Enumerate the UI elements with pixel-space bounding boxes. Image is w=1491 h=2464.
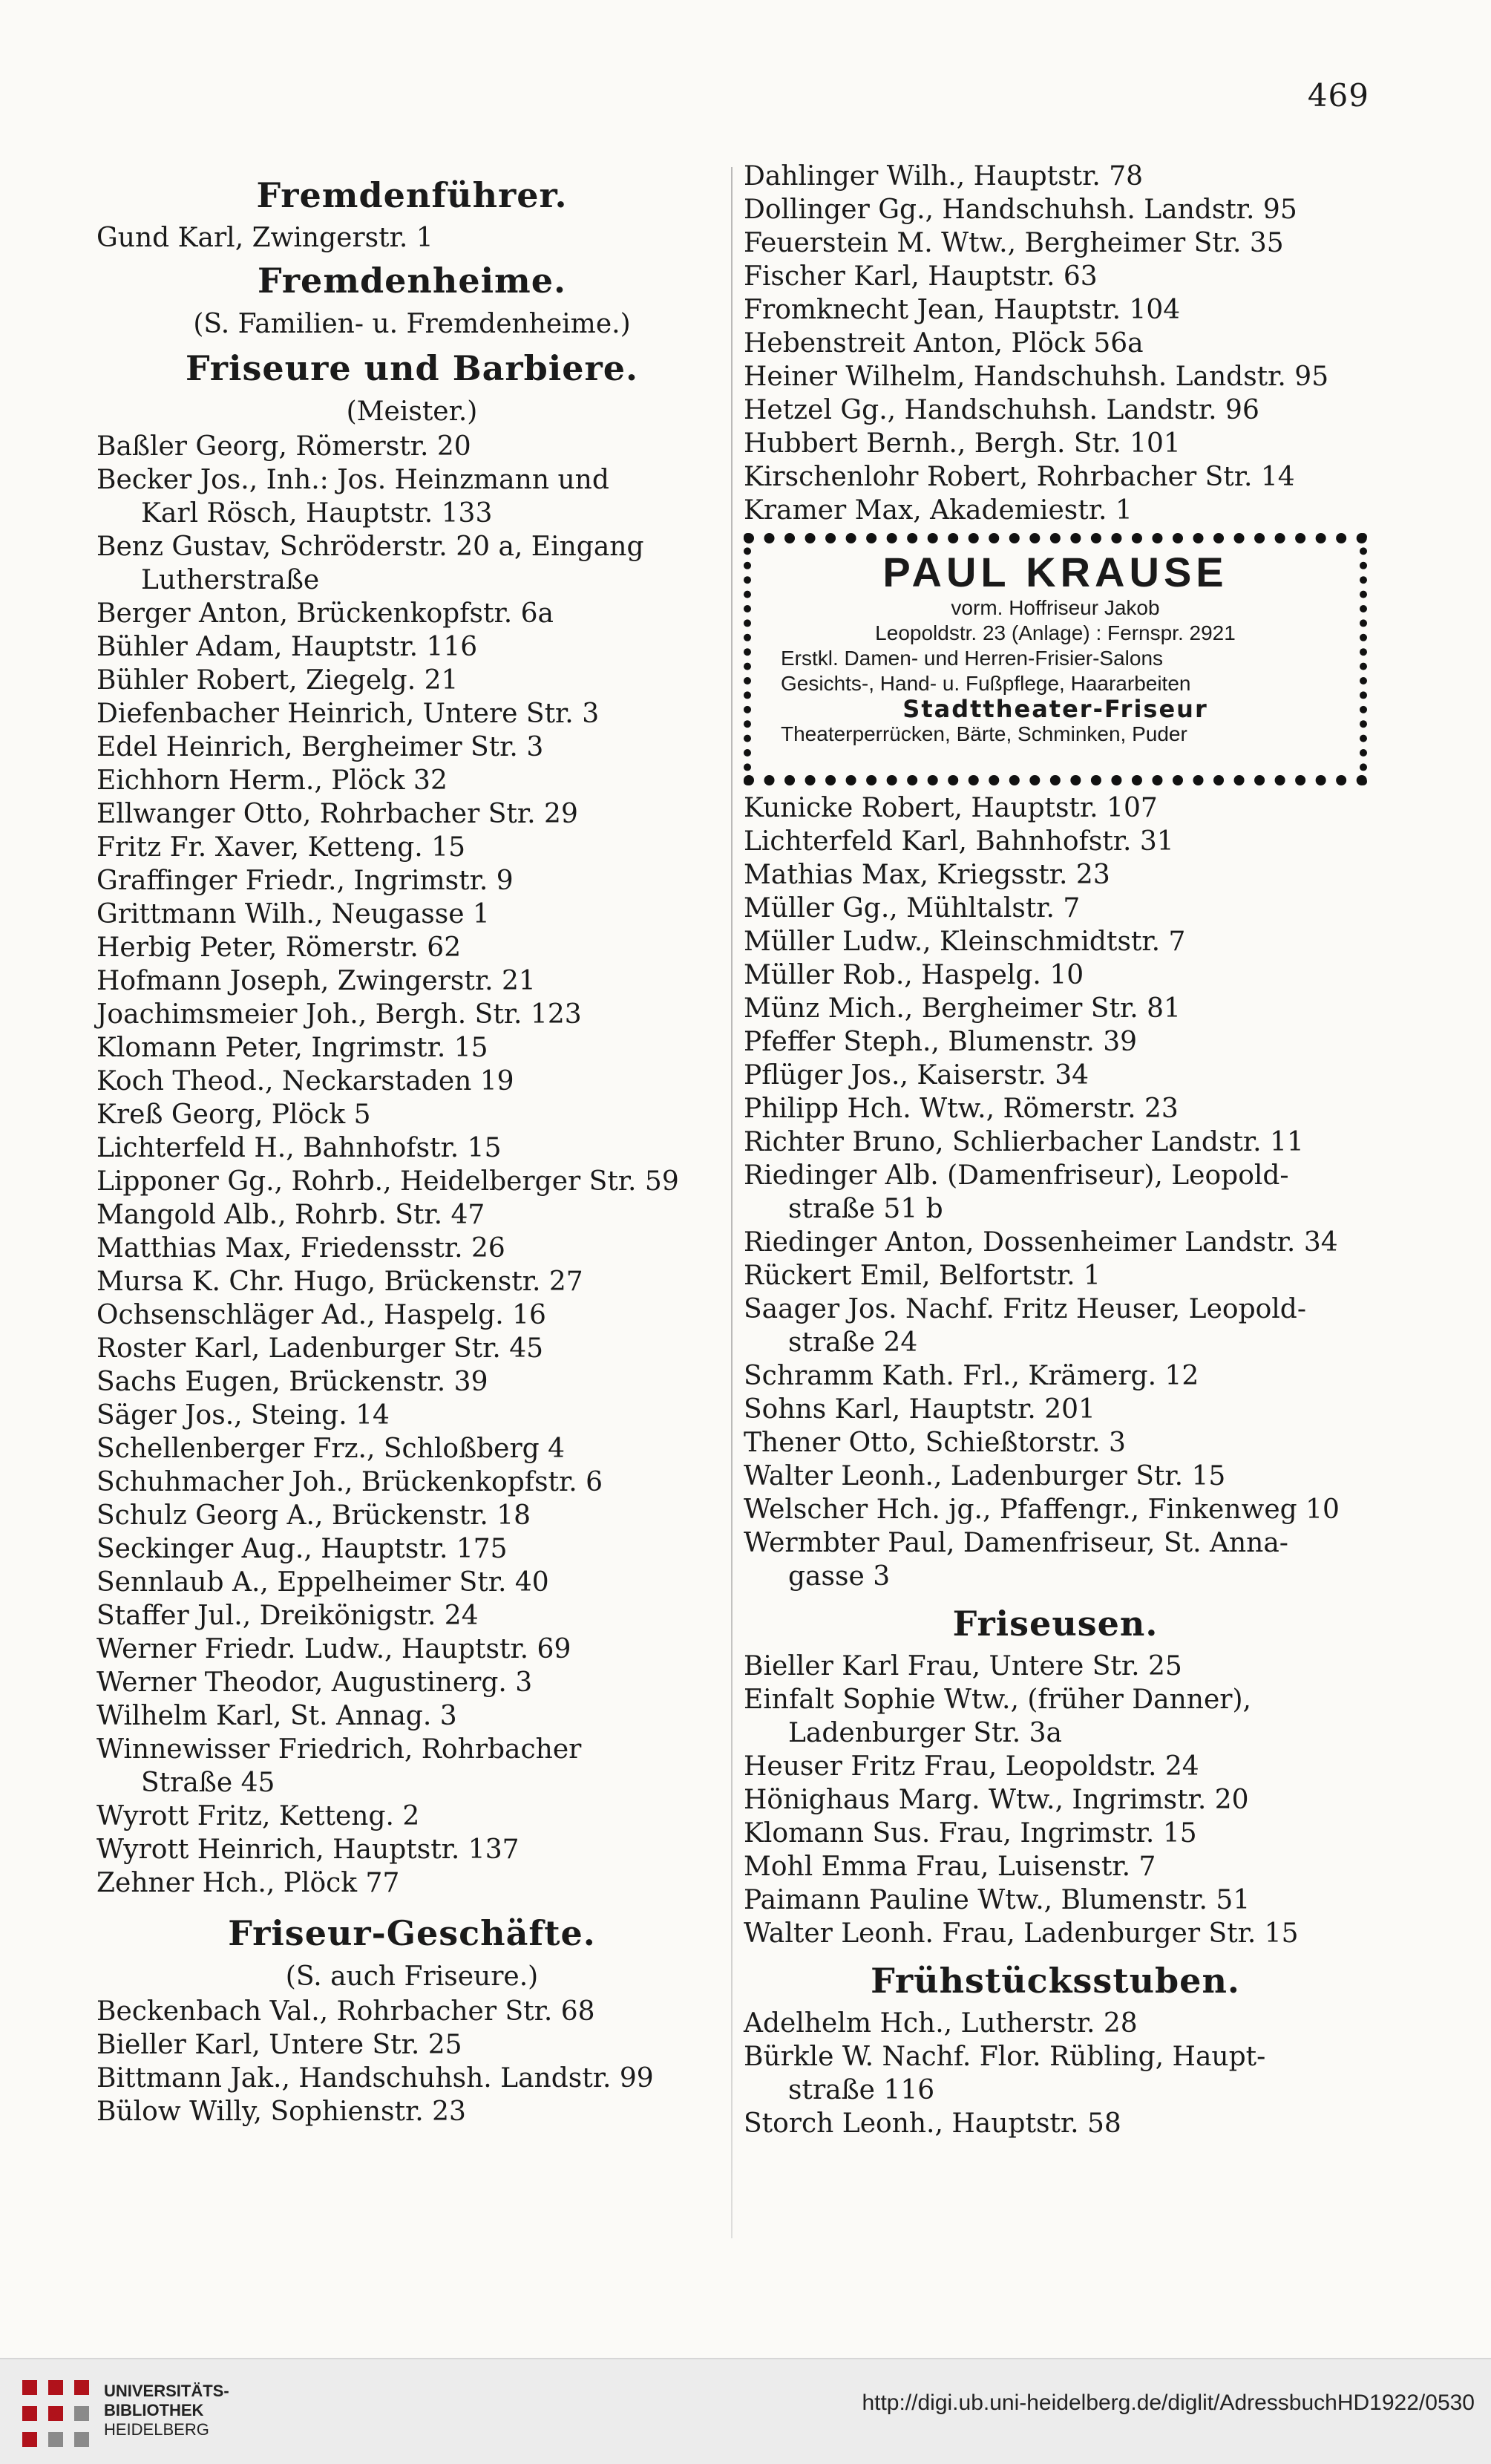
directory-entry xyxy=(96,221,727,255)
entry-text: Fritz Fr. Xaver, Ketteng. 15 xyxy=(96,832,465,863)
directory-entry xyxy=(744,1883,1367,1917)
entry-text: Müller Ludw., Kleinschmidtstr. 7 xyxy=(744,927,1186,957)
ad-line: vorm. Hoffriseur Jakob xyxy=(951,596,1160,619)
entry-continuation: gasse 3 xyxy=(788,1561,891,1592)
entry-text: Bülow Willy, Sophienstr. 23 xyxy=(96,2097,466,2127)
directory-entry xyxy=(96,1499,727,1532)
entry-list xyxy=(96,221,727,255)
directory-entry xyxy=(96,1165,727,1198)
directory-entry xyxy=(744,1526,1367,1593)
directory-entry xyxy=(744,2007,1367,2040)
entry-text: Riedinger Anton, Dossenheimer Landstr. 34 xyxy=(744,1227,1338,1258)
directory-entry xyxy=(96,2028,727,2062)
directory-entry xyxy=(744,1159,1367,1226)
directory-entry xyxy=(744,1817,1367,1850)
entry-text: Lipponer Gg., Rohrb., Heidelberger Str. 59 xyxy=(96,1166,679,1197)
entry-text: Mangold Alb., Rohrb. Str. 47 xyxy=(96,1200,485,1230)
directory-entry xyxy=(96,964,727,998)
directory-entry xyxy=(744,1393,1367,1426)
directory-entry xyxy=(96,1399,727,1432)
directory-entry xyxy=(96,697,727,731)
directory-entry xyxy=(744,1092,1367,1125)
directory-entry xyxy=(744,1426,1367,1460)
entry-text: Kunicke Robert, Hauptstr. 107 xyxy=(744,793,1158,823)
entry-text: Grittmann Wilh., Neugasse 1 xyxy=(96,899,490,929)
directory-entry xyxy=(96,463,727,530)
entry-text: Storch Leonh., Hauptstr. 58 xyxy=(744,2108,1121,2139)
directory-entry xyxy=(744,1750,1367,1783)
directory-entry xyxy=(96,1532,727,1566)
directory-entry xyxy=(96,530,727,597)
directory-entry xyxy=(96,630,727,664)
entry-text: Dahlinger Wilh., Hauptstr. 78 xyxy=(744,161,1144,192)
directory-entry xyxy=(96,1733,727,1800)
directory-entry xyxy=(96,1465,727,1499)
library-logo-icon xyxy=(15,2373,96,2454)
directory-entry xyxy=(744,1850,1367,1883)
directory-entry xyxy=(744,360,1367,393)
directory-entry xyxy=(96,1131,727,1165)
directory-entry xyxy=(744,925,1367,958)
entry-text: Münz Mich., Bergheimer Str. 81 xyxy=(744,993,1181,1024)
entry-text: Paimann Pauline Wtw., Blumenstr. 51 xyxy=(744,1885,1251,1915)
entry-text: Fromknecht Jean, Hauptstr. 104 xyxy=(744,295,1181,325)
entry-text: Werner Friedr. Ludw., Hauptstr. 69 xyxy=(96,1634,571,1664)
entry-text: Pflüger Jos., Kaiserstr. 34 xyxy=(744,1060,1089,1091)
entry-text: Mursa K. Chr. Hugo, Brückenstr. 27 xyxy=(96,1267,583,1297)
directory-entry xyxy=(96,2095,727,2128)
entry-text: Schramm Kath. Frl., Krämerg. 12 xyxy=(744,1361,1199,1391)
section-heading-friseusen: Friseusen. xyxy=(952,1604,1159,1644)
section-heading-fruehstuecksstuben: Frühstücksstuben. xyxy=(871,1961,1240,2001)
directory-entry xyxy=(744,992,1367,1025)
directory-entry xyxy=(96,1365,727,1399)
entry-continuation: Straße 45 xyxy=(141,1768,275,1798)
entry-text: Kirschenlohr Robert, Rohrbacher Str. 14 xyxy=(744,462,1295,492)
ad-line: Gesichts-, Hand- u. Fußpflege, Haararbeiten xyxy=(781,672,1191,695)
directory-entry xyxy=(744,393,1367,427)
directory-entry xyxy=(96,1432,727,1465)
entry-list xyxy=(744,2007,1367,2140)
entry-text: Bühler Robert, Ziegelg. 21 xyxy=(96,665,459,696)
directory-entry xyxy=(96,998,727,1031)
directory-entry xyxy=(96,764,727,797)
directory-entry xyxy=(96,430,727,463)
entry-text: Pfeffer Steph., Blumenstr. 39 xyxy=(744,1027,1138,1057)
directory-entry xyxy=(744,1917,1367,1950)
directory-entry xyxy=(96,597,727,630)
entry-text: Kreß Georg, Plöck 5 xyxy=(96,1099,371,1130)
entry-text: Kramer Max, Akademiestr. 1 xyxy=(744,495,1133,526)
section-heading-fremdenfuehrer: Fremdenführer. xyxy=(256,175,568,215)
entry-text: Mohl Emma Frau, Luisenstr. 7 xyxy=(744,1852,1156,1882)
entry-continuation: Karl Rösch, Hauptstr. 133 xyxy=(141,498,493,529)
entry-text: Riedinger Alb. (Damenfriseur), Leopold- xyxy=(744,1160,1289,1191)
directory-entry xyxy=(744,1650,1367,1683)
directory-entry xyxy=(96,1666,727,1699)
entry-text: Adelhelm Hch., Lutherstr. 28 xyxy=(744,2008,1138,2039)
directory-entry xyxy=(96,1298,727,1332)
section-heading-friseure: Friseure und Barbiere. xyxy=(185,348,639,388)
directory-entry xyxy=(96,1332,727,1365)
entry-text: Feuerstein M. Wtw., Bergheimer Str. 35 xyxy=(744,228,1284,258)
directory-entry xyxy=(96,1265,727,1298)
ad-line: Leopoldstr. 23 (Anlage) : Fernspr. 2921 xyxy=(875,621,1236,644)
entry-text: Heuser Fritz Frau, Leopoldstr. 24 xyxy=(744,1751,1199,1782)
entry-text: Richter Bruno, Schlierbacher Landstr. 11 xyxy=(744,1127,1304,1157)
entry-text: Joachimsmeier Joh., Bergh. Str. 123 xyxy=(96,999,582,1030)
entry-text: Bittmann Jak., Handschuhsh. Landstr. 99 xyxy=(96,2063,654,2094)
entry-text: Säger Jos., Steing. 14 xyxy=(96,1400,390,1431)
directory-entry xyxy=(744,427,1367,460)
ad-line: Stadttheater-Friseur xyxy=(902,695,1208,723)
entry-text: Müller Rob., Haspelg. 10 xyxy=(744,960,1084,990)
section-note: (S. Familien- u. Fremdenheime.) xyxy=(193,309,631,339)
entry-continuation: straße 116 xyxy=(788,2075,935,2105)
library-name-line: HEIDELBERG xyxy=(104,2420,209,2439)
entry-text: Heiner Wilhelm, Handschuhsh. Landstr. 95 xyxy=(744,362,1329,392)
entry-text: Sennlaub A., Eppelheimer Str. 40 xyxy=(96,1567,549,1598)
entry-continuation: straße 24 xyxy=(788,1327,918,1358)
entry-text: Saager Jos. Nachf. Fritz Heuser, Leopold- xyxy=(744,1294,1307,1324)
entry-text: Klomann Sus. Frau, Ingrimstr. 15 xyxy=(744,1818,1197,1849)
entry-text: Schellenberger Frz., Schloßberg 4 xyxy=(96,1434,566,1464)
directory-entry xyxy=(96,1566,727,1599)
entry-text: Thener Otto, Schießtorstr. 3 xyxy=(744,1428,1126,1458)
entry-text: Rückert Emil, Belfortstr. 1 xyxy=(744,1261,1101,1291)
directory-entry xyxy=(96,864,727,898)
advertisement-box xyxy=(744,533,1367,785)
entry-text: Hofmann Joseph, Zwingerstr. 21 xyxy=(96,966,536,996)
entry-text: Matthias Max, Friedensstr. 26 xyxy=(96,1233,505,1264)
directory-entry xyxy=(96,1866,727,1900)
source-url-link[interactable]: http://digi.ub.uni-heidelberg.de/diglit/AdressbuchHD1922/0530 xyxy=(862,2391,1475,2415)
section-note: (Meister.) xyxy=(346,396,478,427)
entry-text: Schulz Georg A., Brückenstr. 18 xyxy=(96,1500,531,1531)
directory-entry xyxy=(744,1460,1367,1493)
directory-entry xyxy=(96,797,727,831)
entry-text: Hönighaus Marg. Wtw., Ingrimstr. 20 xyxy=(744,1785,1249,1815)
entry-text: Koch Theod., Neckarstaden 19 xyxy=(96,1066,514,1097)
entry-continuation: Lutherstraße xyxy=(141,565,320,595)
directory-entry xyxy=(96,1833,727,1866)
entry-text: Beckenbach Val., Rohrbacher Str. 68 xyxy=(96,1996,595,2027)
directory-entry xyxy=(744,193,1367,226)
directory-entry xyxy=(96,831,727,864)
directory-entry xyxy=(96,1599,727,1633)
entry-list xyxy=(744,791,1367,1593)
entry-text: Klomann Peter, Ingrimstr. 15 xyxy=(96,1033,488,1063)
footer-bar xyxy=(0,2358,1491,2464)
entry-text: Hubbert Bernh., Bergh. Str. 101 xyxy=(744,428,1181,459)
directory-entry xyxy=(96,931,727,964)
entry-text: Philipp Hch. Wtw., Römerstr. 23 xyxy=(744,1094,1179,1124)
entry-text: Fischer Karl, Hauptstr. 63 xyxy=(744,261,1098,292)
entry-text: Becker Jos., Inh.: Jos. Heinzmann und xyxy=(96,465,609,495)
directory-entry xyxy=(744,1493,1367,1526)
entry-text: Benz Gustav, Schröderstr. 20 a, Eingang xyxy=(96,532,644,562)
entry-continuation: Ladenburger Str. 3a xyxy=(788,1718,1062,1748)
entry-text: Berger Anton, Brückenkopfstr. 6a xyxy=(96,598,554,629)
entry-text: Einfalt Sophie Wtw., (früher Danner), xyxy=(744,1684,1251,1715)
entry-text: Mathias Max, Kriegsstr. 23 xyxy=(744,860,1110,890)
directory-entry xyxy=(96,1800,727,1833)
directory-entry xyxy=(744,494,1367,527)
library-name-line: BIBLIOTHEK xyxy=(104,2401,204,2419)
entry-text: Hetzel Gg., Handschuhsh. Landstr. 96 xyxy=(744,395,1259,425)
directory-entry xyxy=(744,1125,1367,1159)
entry-text: Ellwanger Otto, Rohrbacher Str. 29 xyxy=(96,799,578,829)
entry-list xyxy=(744,1650,1367,1950)
directory-entry xyxy=(744,1293,1367,1359)
section-heading-fremdenheime: Fremdenheime. xyxy=(257,261,567,301)
directory-entry xyxy=(744,1025,1367,1059)
directory-entry xyxy=(744,293,1367,327)
entry-text: Bieller Karl Frau, Untere Str. 25 xyxy=(744,1651,1182,1682)
entry-text: Bürkle W. Nachf. Flor. Rübling, Haupt- xyxy=(744,2042,1266,2072)
entry-text: Sachs Eugen, Brückenstr. 39 xyxy=(96,1367,488,1397)
directory-entry xyxy=(744,1783,1367,1817)
entry-text: Edel Heinrich, Bergheimer Str. 3 xyxy=(96,732,544,762)
entry-text: Seckinger Aug., Hauptstr. 175 xyxy=(96,1534,508,1564)
entry-text: Bieller Karl, Untere Str. 25 xyxy=(96,2030,462,2060)
ad-line: Theaterperrücken, Bärte, Schminken, Puder xyxy=(781,722,1187,745)
entry-text: Herbig Peter, Römerstr. 62 xyxy=(96,932,462,963)
entry-text: Graffinger Friedr., Ingrimstr. 9 xyxy=(96,866,514,896)
ad-title: PAUL KRAUSE xyxy=(882,549,1228,595)
entry-text: Wyrott Heinrich, Hauptstr. 137 xyxy=(96,1834,520,1865)
column-divider xyxy=(731,167,733,2238)
entry-text: Staffer Jul., Dreikönigstr. 24 xyxy=(96,1601,479,1631)
directory-entry xyxy=(744,958,1367,992)
entry-text: Eichhorn Herm., Plöck 32 xyxy=(96,765,448,796)
section-heading-friseur-geschaefte: Friseur-Geschäfte. xyxy=(228,1913,596,1953)
directory-entry xyxy=(96,1995,727,2028)
directory-entry xyxy=(96,898,727,931)
entry-text: Welscher Hch. jg., Pfaffengr., Finkenweg 10 xyxy=(744,1494,1340,1525)
ad-line: Erstkl. Damen- und Herren-Frisier-Salons xyxy=(781,647,1164,670)
directory-entry xyxy=(744,858,1367,892)
entry-text: Werner Theodor, Augustinerg. 3 xyxy=(96,1667,533,1698)
directory-entry xyxy=(744,260,1367,293)
entry-text: Lichterfeld Karl, Bahnhofstr. 31 xyxy=(744,826,1174,857)
entry-text: Schuhmacher Joh., Brückenkopfstr. 6 xyxy=(96,1467,603,1497)
entry-text: Walter Leonh. Frau, Ladenburger Str. 15 xyxy=(744,1918,1299,1949)
directory-entry xyxy=(96,1098,727,1131)
entry-text: Bühler Adam, Hauptstr. 116 xyxy=(96,632,478,662)
entry-text: Baßler Georg, Römerstr. 20 xyxy=(96,431,471,462)
entry-text: Zehner Hch., Plöck 77 xyxy=(96,1868,400,1898)
entry-text: Gund Karl, Zwingerstr. 1 xyxy=(96,223,433,253)
entry-text: Dollinger Gg., Handschuhsh. Landstr. 95 xyxy=(744,195,1297,225)
entry-text: Diefenbacher Heinrich, Untere Str. 3 xyxy=(96,699,600,729)
directory-entry xyxy=(96,1633,727,1666)
entry-list xyxy=(96,430,727,1900)
entry-text: Wyrott Fritz, Ketteng. 2 xyxy=(96,1801,420,1831)
directory-entry xyxy=(744,1683,1367,1750)
entry-text: Hebenstreit Anton, Plöck 56a xyxy=(744,328,1144,359)
entry-text: Wilhelm Karl, St. Annag. 3 xyxy=(96,1701,457,1731)
directory-entry xyxy=(96,664,727,697)
entry-text: Lichterfeld H., Bahnhofstr. 15 xyxy=(96,1133,502,1163)
section-note: (S. auch Friseure.) xyxy=(285,1961,539,1992)
directory-entry xyxy=(744,327,1367,360)
directory-entry xyxy=(96,1198,727,1232)
directory-entry xyxy=(744,226,1367,260)
entry-text: Müller Gg., Mühltalstr. 7 xyxy=(744,893,1081,924)
entry-text: Ochsenschläger Ad., Haspelg. 16 xyxy=(96,1300,546,1330)
directory-entry xyxy=(744,892,1367,925)
directory-entry xyxy=(96,1232,727,1265)
directory-entry xyxy=(744,2107,1367,2140)
directory-entry xyxy=(96,2062,727,2095)
entry-list xyxy=(744,160,1367,527)
entry-text: Walter Leonh., Ladenburger Str. 15 xyxy=(744,1461,1226,1491)
directory-entry xyxy=(744,791,1367,825)
library-name-line: UNIVERSITÄTS- xyxy=(104,2382,229,2400)
directory-entry xyxy=(744,825,1367,858)
directory-entry xyxy=(96,731,727,764)
library-name xyxy=(104,2382,229,2440)
left-column xyxy=(96,169,727,2128)
right-column xyxy=(744,160,1367,2140)
entry-continuation: straße 51 b xyxy=(788,1194,943,1224)
directory-entry xyxy=(744,1059,1367,1092)
directory-entry xyxy=(744,1259,1367,1293)
entry-list xyxy=(96,1995,727,2128)
entry-text: Roster Karl, Ladenburger Str. 45 xyxy=(96,1333,544,1364)
page-number: 469 xyxy=(1307,77,1369,114)
directory-entry xyxy=(744,460,1367,494)
directory-entry xyxy=(96,1031,727,1065)
entry-text: Wermbter Paul, Damenfriseur, St. Anna- xyxy=(744,1528,1288,1558)
entry-text: Sohns Karl, Hauptstr. 201 xyxy=(744,1394,1095,1425)
directory-entry xyxy=(96,1065,727,1098)
entry-text: Winnewisser Friedrich, Rohrbacher xyxy=(96,1734,582,1765)
directory-entry xyxy=(744,1359,1367,1393)
directory-entry xyxy=(96,1699,727,1733)
directory-entry xyxy=(744,2040,1367,2107)
directory-entry xyxy=(744,1226,1367,1259)
directory-entry xyxy=(744,160,1367,193)
